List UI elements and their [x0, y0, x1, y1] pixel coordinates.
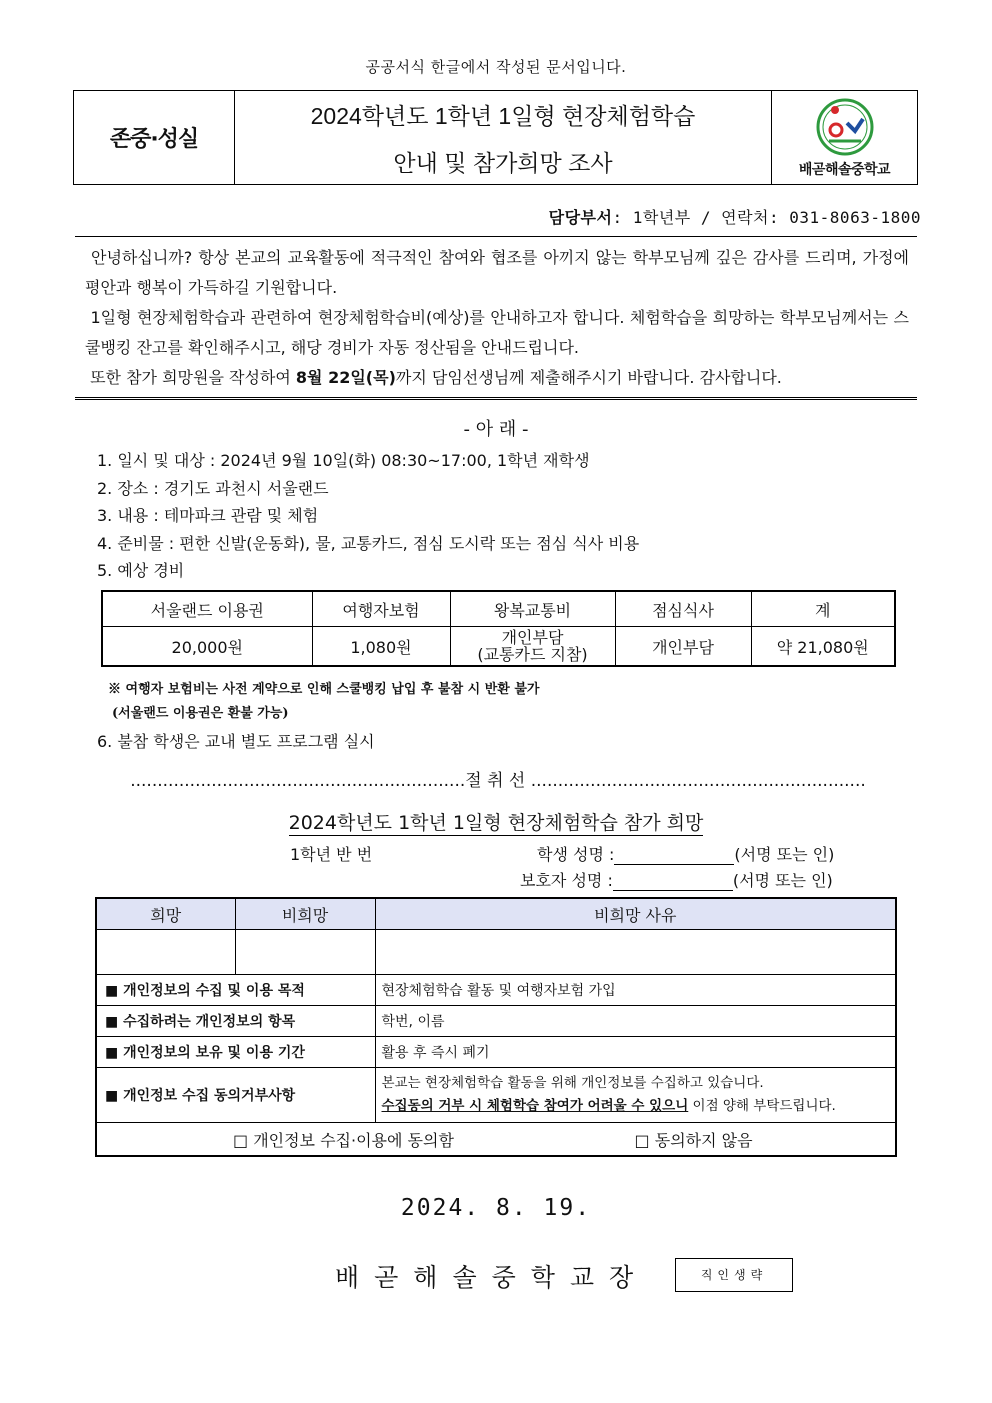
item-schedule: 1. 일시 및 대상 : 2024년 9월 10일(화) 08:30~17:00, 1학년 재학생 — [97, 451, 590, 470]
privacy-items-label: ■ 수집하려는 개인정보의 항목 — [96, 1006, 375, 1037]
insurance-note: ※ 여행자 보험비는 사전 계약으로 인해 스쿨뱅킹 납입 후 불참 시 반환 불가 — [108, 682, 540, 697]
item-absent: 6. 불참 학생은 교내 별도 프로그램 실시 — [97, 732, 375, 751]
wish-cell[interactable] — [96, 930, 235, 975]
privacy-refusal-value: 본교는 현장체험학습 활동을 위해 개인정보를 수집하고 있습니다. 수집동의 거부 시 체험학습 참여가 어려울 수 있으니 이점 양해 부탁드립니다. — [375, 1068, 896, 1123]
student-sign-hint: (서명 또는 인) — [734, 845, 835, 864]
application-title: 2024학년도 1학년 1일형 현장체험학습 참가 희망 — [288, 812, 704, 834]
refund-note: (서울랜드 이용권은 환불 가능) — [112, 706, 289, 721]
privacy-items-value: 학번, 이름 — [375, 1006, 896, 1037]
consent-row — [96, 1123, 896, 1157]
cost-total: 약 21,080원 — [751, 627, 895, 667]
document-date: 2024. 8. 19. — [400, 1195, 592, 1221]
contact-info — [549, 205, 921, 228]
parent-sign-hint: (서명 또는 인) — [732, 871, 833, 890]
item-place: 2. 장소 : 경기도 과천시 서울랜드 — [97, 479, 329, 498]
cost-ticket: 20,000원 — [102, 627, 312, 667]
class-number-line: 1학년 반 번 — [290, 845, 373, 864]
seal-omitted-box: 직인생략 — [675, 1258, 793, 1292]
cost-header-insurance: 여행자보험 — [312, 591, 450, 627]
dept-value: : 1학년부 / 연락처: 031-8063-1800 — [612, 208, 921, 227]
parent-name-field[interactable] — [613, 874, 733, 891]
cost-table — [101, 590, 896, 667]
cost-insurance: 1,080원 — [312, 627, 450, 667]
privacy-purpose-value: 현장체험학습 활동 및 여행자보험 가입 — [375, 975, 896, 1006]
wish-header: 희망 — [96, 898, 235, 930]
privacy-period-label: ■ 개인정보의 보유 및 이용 기간 — [96, 1037, 375, 1068]
item-content: 3. 내용 : 테마파크 관람 및 체험 — [97, 506, 319, 525]
school-motto: 존중·성실 — [74, 91, 235, 184]
document-header — [73, 90, 918, 185]
intro-paragraph-1: 안녕하십니까? 항상 본교의 교육활동에 적극적인 참여와 협조를 아끼지 않는 학부모님께 깊은 감사를 드리며, 가정에 평안과 행복이 가득하길 기원합니다. — [85, 248, 909, 297]
no-wish-header: 비희망 — [235, 898, 375, 930]
item-supplies: 4. 준비물 : 편한 신발(운동화), 물, 교통카드, 점심 도시락 또는 점심 식사 비용 — [97, 534, 640, 553]
cut-line: ..............................................................절 취 선 .............................................................. — [130, 771, 866, 791]
cost-header-transport: 왕복교통비 — [450, 591, 615, 627]
title-line-2: 안내 및 참가희망 조사 — [393, 149, 613, 176]
cost-header-lunch: 점심식사 — [615, 591, 751, 627]
privacy-purpose-label: ■ 개인정보의 수집 및 이용 목적 — [96, 975, 375, 1006]
student-name-field[interactable] — [614, 848, 734, 865]
student-name-label: 학생 성명 : — [537, 845, 615, 864]
dept-label: 담당부서 — [548, 208, 613, 227]
intro-paragraph-2: 1일형 현장체험학습과 관련하여 현장체험학습비(예상)를 안내하고자 합니다. 체험학습을 희망하는 학부모님께서는 스쿨뱅킹 잔고를 확인해주시고, 해당 경비가 자동 정산됨을 안내드립니다. — [85, 308, 909, 357]
application-table — [95, 897, 897, 1157]
cost-header-ticket: 서울랜드 이용권 — [102, 591, 312, 627]
cost-transport-note: (교통카드 지참) — [477, 645, 588, 664]
no-wish-cell[interactable] — [235, 930, 375, 975]
school-logo — [772, 91, 917, 184]
cost-transport — [450, 627, 615, 667]
reason-cell[interactable] — [375, 930, 896, 975]
privacy-period-value: 활용 후 즉시 폐기 — [375, 1037, 896, 1068]
cost-lunch: 개인부담 — [615, 627, 751, 667]
reason-header: 비희망 사유 — [375, 898, 896, 930]
item-cost: 5. 예상 경비 — [97, 561, 185, 580]
intro-letter — [75, 236, 917, 400]
school-emblem-icon — [813, 97, 877, 157]
school-logo-name: 배곧해솔중학교 — [798, 161, 891, 178]
privacy-refusal-label: ■ 개인정보 수집 동의거부사항 — [96, 1068, 375, 1123]
section-heading: - 아 래 - — [463, 419, 529, 440]
intro-paragraph-3: 또한 참가 희망원을 작성하여 8월 22일(목)까지 담임선생님께 제출해주시기 바랍니다. 감사합니다. — [90, 368, 782, 387]
parent-name-label: 보호자 성명 : — [520, 871, 613, 890]
title-line-1: 2024학년도 1학년 1일형 현장체험학습 — [310, 102, 696, 129]
principal-name: 배곧해솔중학교장 — [335, 1263, 649, 1292]
consent-agree-checkbox[interactable]: □ 개인정보 수집·이용에 동의함 — [232, 1130, 454, 1150]
parent-signature-line — [520, 868, 833, 891]
document-notice: 공공서식 한글에서 작성된 문서입니다. — [365, 58, 627, 76]
cost-transport-value: 개인부담 — [501, 628, 564, 647]
cost-header-total: 계 — [751, 591, 895, 627]
consent-disagree-checkbox[interactable]: □ 동의하지 않음 — [634, 1130, 753, 1150]
student-signature-line — [537, 842, 834, 865]
document-title — [235, 91, 772, 184]
